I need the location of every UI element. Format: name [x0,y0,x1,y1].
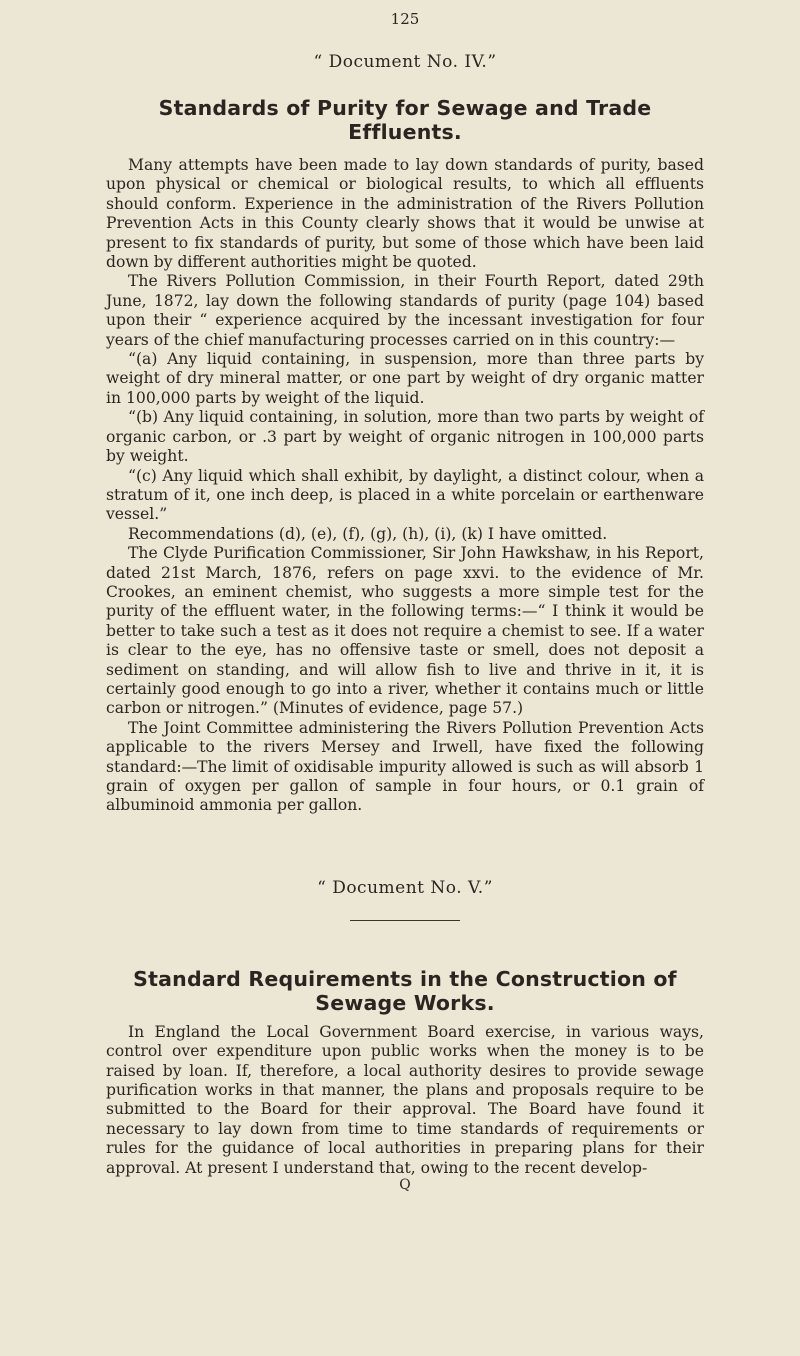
document-iv-heading: Standards of Purity for Sewage and Trade Effluents. [158,96,652,144]
paragraph: “(c) Any liquid which shall exhibit, by daylight, a distinct colour, when a stratum of it, one inch deep, is placed in a white porcelain or earthenware vessel.” [106,466,704,524]
document-iv-section [106,52,704,816]
document-iv-label: “ Document No. IV.” [313,52,497,72]
paragraph: Many attempts have been made to lay down standards of purity, based upon physical or chemical or biological results, to which all effluents should conform. Experience in the administration of the Rivers Pollution Prevention Acts in this County clearly shows that it would be unwise at present to fix standards of purity, but some of those which have been laid down by different authorities might be quoted. [106,156,704,272]
paragraph: The Rivers Pollution Commission, in their Fourth Report, dated 29th June, 1872, lay down the following standards of purity (page 104) based upon their “ experience acquired by the incessant investigation for four years of the chief manufacturing processes carried on in this country:— [106,272,704,349]
paragraph: The Joint Committee administering the Rivers Pollution Prevention Acts applicable to the rivers Mersey and Irwell, have fixed the following standard:—The limit of oxidisable impurity allowed is such as will absorb 1 grain of oxygen per gallon of sample in four hours, or 0.1 grain of albuminoid ammonia per gallon. [106,718,704,815]
paragraph: “(a) Any liquid containing, in suspension, more than three parts by weight of dry mineral matter, or one part by weight of dry organic matter in 100,000 parts by weight of the liquid. [106,350,704,407]
document-v-heading: Standard Requirements in the Construction of Sewage Works. [133,966,677,1015]
paragraph: “(b) Any liquid containing, in solution, more than two parts by weight of organic carbon, or .3 part by weight of organic nitrogen in 100,000 parts by weight. [106,408,704,466]
paragraph: Recommendations (d), (e), (f), (g), (h), (i), (k) I have omitted. [128,524,608,543]
page-number: 125 [390,10,420,28]
document-v-section [106,878,704,1192]
paragraph: In England the Local Government Board exercise, in various ways, control over expenditure upon public works when the money is to be raised by loan. If, therefore, a local authority desires to provide sewage purification works in that manner, the plans and proposals require to be submitted to the Board for their approval. The Board have found it necessary to lay down from time to time standards of requirements or rules for the guidance of local authorities in preparing plans for their approval. At present I understand that, owing to the recent develop- [106,1022,704,1177]
paragraph: The Clyde Purification Commissioner, Sir John Hawkshaw, in his Report, dated 21st March, 1876, refers on page xxvi. to the evidence of Mr. Crookes, an eminent chemist, who suggests a more simple test for the purity of the effluent water, in the following terms:—“ I think it would be better to take such a test as it does not require a chemist to see. If a water is clear to the eye, has no offensive taste or smell, does not deposit a sediment on standing, and will allow fish to live and thrive in it, it is certainly good enough to go into a river, whether it contains much or little carbon or nitrogen.” (Minutes of evidence, page 57.) [106,544,704,718]
document-v-label: “ Document No. V.” [317,877,493,898]
signature-mark: Q [399,1177,411,1194]
section-divider [350,920,460,921]
